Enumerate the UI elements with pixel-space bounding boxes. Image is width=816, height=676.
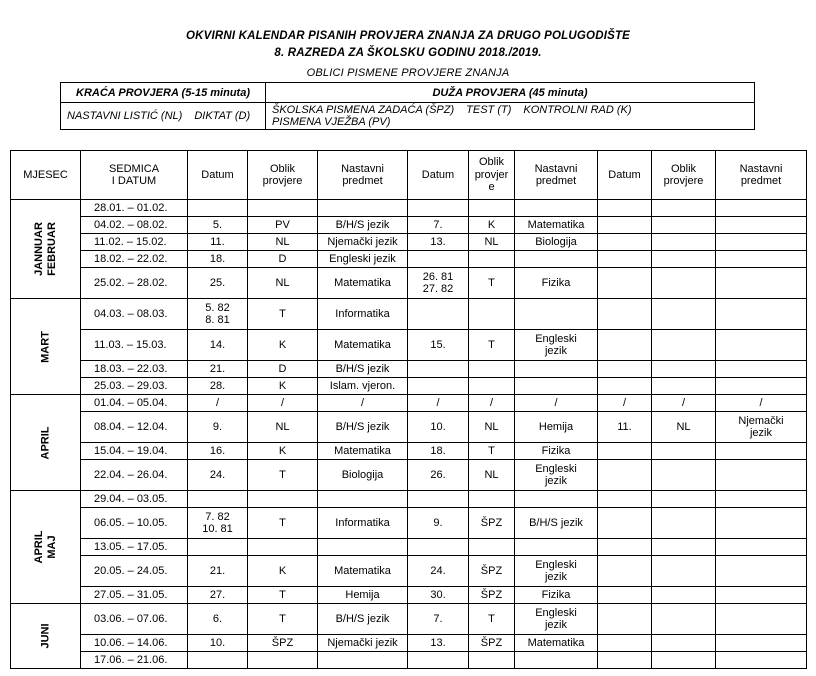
cell-date: 24. — [408, 556, 469, 587]
cell-date — [598, 361, 652, 378]
cell-form: NL — [248, 268, 318, 299]
cell-form — [469, 652, 515, 669]
cell-form — [469, 361, 515, 378]
document-subtitle: 8. RAZREDA ZA ŠKOLSKU GODINU 2018./2019. — [274, 47, 542, 59]
cell-form — [652, 200, 716, 217]
cell-date: 15. — [408, 330, 469, 361]
cell-subject — [716, 200, 807, 217]
week-range: 28.01. – 01.02. — [81, 200, 188, 217]
cell-subject — [716, 460, 807, 491]
short-assessment-type: DIKTAT (D) — [194, 110, 251, 122]
cell-subject — [318, 539, 408, 556]
month-label: APRIL MAJ — [11, 491, 81, 604]
cell-subject: B/H/S jezik — [318, 604, 408, 635]
week-range: 25.03. – 29.03. — [81, 378, 188, 395]
week-range: 06.05. – 10.05. — [81, 508, 188, 539]
cell-date — [408, 491, 469, 508]
week-range: 18.03. – 22.03. — [81, 361, 188, 378]
cell-date: 10. — [188, 635, 248, 652]
cell-form: ŠPZ — [469, 587, 515, 604]
cell-subject: Fizika — [515, 587, 598, 604]
table-row — [11, 330, 807, 361]
cell-subject: Biologija — [318, 460, 408, 491]
cell-form — [652, 251, 716, 268]
week-range: 11.02. – 15.02. — [81, 234, 188, 251]
cell-date: 6. — [188, 604, 248, 635]
cell-subject — [318, 652, 408, 669]
cell-subject: Engleski jezik — [515, 460, 598, 491]
cell-form: D — [248, 251, 318, 268]
cell-date — [598, 635, 652, 652]
cell-form: ŠPZ — [248, 635, 318, 652]
cell-form — [469, 200, 515, 217]
cell-form: K — [469, 217, 515, 234]
cell-subject — [515, 378, 598, 395]
week-range: 03.06. – 07.06. — [81, 604, 188, 635]
cell-form: K — [248, 378, 318, 395]
week-range: 18.02. – 22.02. — [81, 251, 188, 268]
cell-date — [408, 539, 469, 556]
document-title: OKVIRNI KALENDAR PISANIH PROVJERA ZNANJA ZA DRUGO POLUGODIŠTE — [185, 30, 631, 42]
cell-subject: B/H/S jezik — [318, 361, 408, 378]
cell-form — [652, 361, 716, 378]
cell-date: 27. — [188, 587, 248, 604]
cell-date: 7. — [408, 217, 469, 234]
cell-date — [408, 378, 469, 395]
cell-date: 28. — [188, 378, 248, 395]
cell-date: 16. — [188, 443, 248, 460]
cell-form: NL — [248, 234, 318, 251]
table-row — [11, 361, 807, 378]
cell-subject: Engleski jezik — [515, 330, 598, 361]
cell-form: NL — [469, 460, 515, 491]
cell-form: / — [469, 395, 515, 412]
cell-form — [652, 443, 716, 460]
week-range: 10.06. – 14.06. — [81, 635, 188, 652]
table-row — [11, 604, 807, 635]
cell-date — [598, 587, 652, 604]
cell-date — [598, 299, 652, 330]
column-header-subject: Nastavni predmet — [515, 151, 598, 200]
cell-date — [188, 491, 248, 508]
cell-form: NL — [469, 234, 515, 251]
cell-form: K — [248, 330, 318, 361]
assessment-forms-legend — [60, 82, 755, 130]
cell-subject — [716, 443, 807, 460]
cell-subject: Islam. vjeron. — [318, 378, 408, 395]
cell-subject — [716, 587, 807, 604]
cell-subject: / — [515, 395, 598, 412]
week-range: 25.02. – 28.02. — [81, 268, 188, 299]
cell-date: 10. — [408, 412, 469, 443]
cell-form — [652, 234, 716, 251]
cell-form: T — [248, 604, 318, 635]
cell-subject — [716, 361, 807, 378]
column-header-date: Datum — [188, 151, 248, 200]
cell-date: 7. — [408, 604, 469, 635]
cell-subject — [515, 491, 598, 508]
cell-date — [408, 361, 469, 378]
cell-form: T — [469, 268, 515, 299]
cell-subject: Matematika — [515, 635, 598, 652]
table-row — [11, 508, 807, 539]
cell-date: 14. — [188, 330, 248, 361]
cell-subject — [716, 234, 807, 251]
cell-date — [598, 491, 652, 508]
cell-date — [598, 508, 652, 539]
table-row — [11, 587, 807, 604]
cell-date: 21. — [188, 361, 248, 378]
cell-form — [248, 539, 318, 556]
week-range: 13.05. – 17.05. — [81, 539, 188, 556]
cell-date — [188, 652, 248, 669]
cell-form — [652, 491, 716, 508]
cell-form: T — [248, 299, 318, 330]
cell-form: ŠPZ — [469, 556, 515, 587]
cell-form: T — [248, 587, 318, 604]
cell-form: / — [248, 395, 318, 412]
cell-subject: Matematika — [318, 330, 408, 361]
cell-subject: B/H/S jezik — [318, 217, 408, 234]
table-row — [11, 652, 807, 669]
week-range: 01.04. – 05.04. — [81, 395, 188, 412]
cell-subject — [318, 491, 408, 508]
column-header-week: SEDMICA I DATUM — [81, 151, 188, 200]
cell-subject — [716, 652, 807, 669]
long-assessment-types — [266, 103, 755, 130]
cell-subject: Njemački jezik — [318, 635, 408, 652]
cell-date — [598, 539, 652, 556]
cell-form — [652, 539, 716, 556]
cell-date: 11. — [188, 234, 248, 251]
week-range: 15.04. – 19.04. — [81, 443, 188, 460]
calendar-body — [11, 200, 807, 669]
cell-subject — [716, 268, 807, 299]
cell-form — [652, 268, 716, 299]
table-row — [11, 251, 807, 268]
week-range: 22.04. – 26.04. — [81, 460, 188, 491]
cell-form: T — [248, 508, 318, 539]
table-row — [11, 460, 807, 491]
cell-form: T — [469, 443, 515, 460]
cell-subject: / — [716, 395, 807, 412]
cell-form — [652, 587, 716, 604]
cell-date — [598, 556, 652, 587]
cell-form — [652, 652, 716, 669]
cell-form — [652, 299, 716, 330]
cell-date — [408, 251, 469, 268]
cell-subject: B/H/S jezik — [515, 508, 598, 539]
column-header-subject: Nastavni predmet — [716, 151, 807, 200]
long-assessment-header: DUŽA PROVJERA (45 minuta) — [266, 83, 755, 103]
week-range: 17.06. – 21.06. — [81, 652, 188, 669]
cell-subject — [716, 299, 807, 330]
cell-date — [408, 299, 469, 330]
table-row — [11, 200, 807, 217]
cell-form — [248, 200, 318, 217]
cell-form: T — [248, 460, 318, 491]
column-header-form: Oblik provjere — [248, 151, 318, 200]
cell-date: 9. — [408, 508, 469, 539]
cell-subject — [515, 200, 598, 217]
column-header-form: Oblik provjere — [652, 151, 716, 200]
week-range: 11.03. – 15.03. — [81, 330, 188, 361]
cell-subject: Njemački jezik — [318, 234, 408, 251]
long-assessment-type: KONTROLNI RAD (K) — [523, 104, 632, 116]
cell-subject — [515, 251, 598, 268]
table-row — [11, 556, 807, 587]
cell-date: 21. — [188, 556, 248, 587]
forms-heading: OBLICI PISMENE PROVJERE ZNANJA — [306, 67, 510, 79]
column-header-month: MJESEC — [11, 151, 81, 200]
table-row — [11, 378, 807, 395]
month-label: APRIL — [11, 395, 81, 491]
table-row — [11, 234, 807, 251]
cell-date: 5. — [188, 217, 248, 234]
column-header-subject: Nastavni predmet — [318, 151, 408, 200]
cell-subject: Hemija — [318, 587, 408, 604]
table-row — [11, 539, 807, 556]
cell-date: 11. — [598, 412, 652, 443]
cell-date: / — [188, 395, 248, 412]
cell-date: 26. 81 27. 82 — [408, 268, 469, 299]
cell-form — [652, 378, 716, 395]
short-assessment-type: NASTAVNI LISTIĆ (NL) — [67, 110, 183, 122]
cell-subject: Matematika — [515, 217, 598, 234]
cell-form — [652, 330, 716, 361]
cell-form: / — [652, 395, 716, 412]
table-row — [11, 268, 807, 299]
cell-subject — [515, 539, 598, 556]
cell-subject — [716, 604, 807, 635]
cell-subject: / — [318, 395, 408, 412]
cell-date: 30. — [408, 587, 469, 604]
cell-subject — [716, 251, 807, 268]
cell-subject: Matematika — [318, 443, 408, 460]
cell-subject: Informatika — [318, 299, 408, 330]
cell-subject: Fizika — [515, 268, 598, 299]
long-assessment-type: PISMENA VJEŽBA (PV) — [272, 116, 391, 128]
cell-form: T — [469, 330, 515, 361]
cell-subject: Informatika — [318, 508, 408, 539]
long-assessment-type: TEST (T) — [466, 104, 512, 116]
cell-date — [188, 200, 248, 217]
cell-subject — [716, 508, 807, 539]
cell-date: 13. — [408, 635, 469, 652]
cell-form — [248, 491, 318, 508]
cell-form: NL — [652, 412, 716, 443]
column-header-date: Datum — [598, 151, 652, 200]
cell-form — [469, 299, 515, 330]
table-header-row — [11, 151, 807, 200]
cell-subject: Biologija — [515, 234, 598, 251]
cell-form — [652, 508, 716, 539]
cell-date — [188, 539, 248, 556]
cell-date — [598, 217, 652, 234]
cell-form: D — [248, 361, 318, 378]
month-label: JUNI — [11, 604, 81, 669]
cell-date — [598, 268, 652, 299]
cell-date: 26. — [408, 460, 469, 491]
cell-subject: Matematika — [318, 268, 408, 299]
cell-form: K — [248, 443, 318, 460]
cell-subject — [515, 361, 598, 378]
cell-form — [248, 652, 318, 669]
cell-subject — [515, 652, 598, 669]
cell-date: 18. — [188, 251, 248, 268]
cell-form — [652, 460, 716, 491]
cell-subject: Fizika — [515, 443, 598, 460]
column-header-form: Oblik provjer e — [469, 151, 515, 200]
cell-form — [469, 539, 515, 556]
cell-subject: Matematika — [318, 556, 408, 587]
cell-date: 5. 82 8. 81 — [188, 299, 248, 330]
cell-date — [598, 443, 652, 460]
cell-date — [408, 652, 469, 669]
cell-form — [652, 217, 716, 234]
cell-subject — [716, 217, 807, 234]
cell-form: NL — [469, 412, 515, 443]
cell-form: ŠPZ — [469, 508, 515, 539]
cell-form: ŠPZ — [469, 635, 515, 652]
short-assessment-header: KRAĆA PROVJERA (5-15 minuta) — [61, 83, 266, 103]
cell-date: / — [408, 395, 469, 412]
table-row — [11, 491, 807, 508]
table-row — [11, 217, 807, 234]
table-row — [11, 395, 807, 412]
cell-subject — [716, 378, 807, 395]
cell-subject — [716, 556, 807, 587]
cell-form — [469, 251, 515, 268]
cell-subject — [716, 491, 807, 508]
cell-date — [408, 200, 469, 217]
week-range: 20.05. – 24.05. — [81, 556, 188, 587]
cell-form: PV — [248, 217, 318, 234]
cell-subject: Engleski jezik — [318, 251, 408, 268]
cell-form: NL — [248, 412, 318, 443]
cell-date: 24. — [188, 460, 248, 491]
table-row — [11, 412, 807, 443]
cell-subject — [515, 299, 598, 330]
cell-form: K — [248, 556, 318, 587]
week-range: 27.05. – 31.05. — [81, 587, 188, 604]
cell-date: 7. 82 10. 81 — [188, 508, 248, 539]
cell-date — [598, 604, 652, 635]
cell-subject — [716, 539, 807, 556]
cell-date: 18. — [408, 443, 469, 460]
cell-date — [598, 330, 652, 361]
cell-form — [469, 491, 515, 508]
month-label: MART — [11, 299, 81, 395]
cell-date — [598, 234, 652, 251]
table-row — [11, 299, 807, 330]
cell-subject: Engleski jezik — [515, 604, 598, 635]
table-row — [11, 635, 807, 652]
cell-date — [598, 378, 652, 395]
cell-form — [652, 635, 716, 652]
cell-subject — [318, 200, 408, 217]
week-range: 04.02. – 08.02. — [81, 217, 188, 234]
cell-form — [469, 378, 515, 395]
cell-date: / — [598, 395, 652, 412]
cell-date — [598, 652, 652, 669]
cell-subject: Engleski jezik — [515, 556, 598, 587]
cell-date — [598, 200, 652, 217]
cell-date: 25. — [188, 268, 248, 299]
column-header-date: Datum — [408, 151, 469, 200]
cell-subject: B/H/S jezik — [318, 412, 408, 443]
cell-date — [598, 460, 652, 491]
table-row — [11, 443, 807, 460]
month-label: JANNUAR FEBRUAR — [11, 200, 81, 299]
week-range: 08.04. – 12.04. — [81, 412, 188, 443]
exam-calendar-table — [10, 150, 807, 669]
cell-form — [652, 556, 716, 587]
cell-subject: Hemija — [515, 412, 598, 443]
cell-form — [652, 604, 716, 635]
long-assessment-type: ŠKOLSKA PISMENA ZADAĆA (ŠPZ) — [272, 104, 455, 116]
cell-date: 9. — [188, 412, 248, 443]
cell-subject — [716, 635, 807, 652]
cell-date: 13. — [408, 234, 469, 251]
short-assessment-types — [61, 103, 266, 130]
cell-subject: Njemački jezik — [716, 412, 807, 443]
week-range: 29.04. – 03.05. — [81, 491, 188, 508]
cell-form: T — [469, 604, 515, 635]
cell-date — [598, 251, 652, 268]
cell-subject — [716, 330, 807, 361]
week-range: 04.03. – 08.03. — [81, 299, 188, 330]
